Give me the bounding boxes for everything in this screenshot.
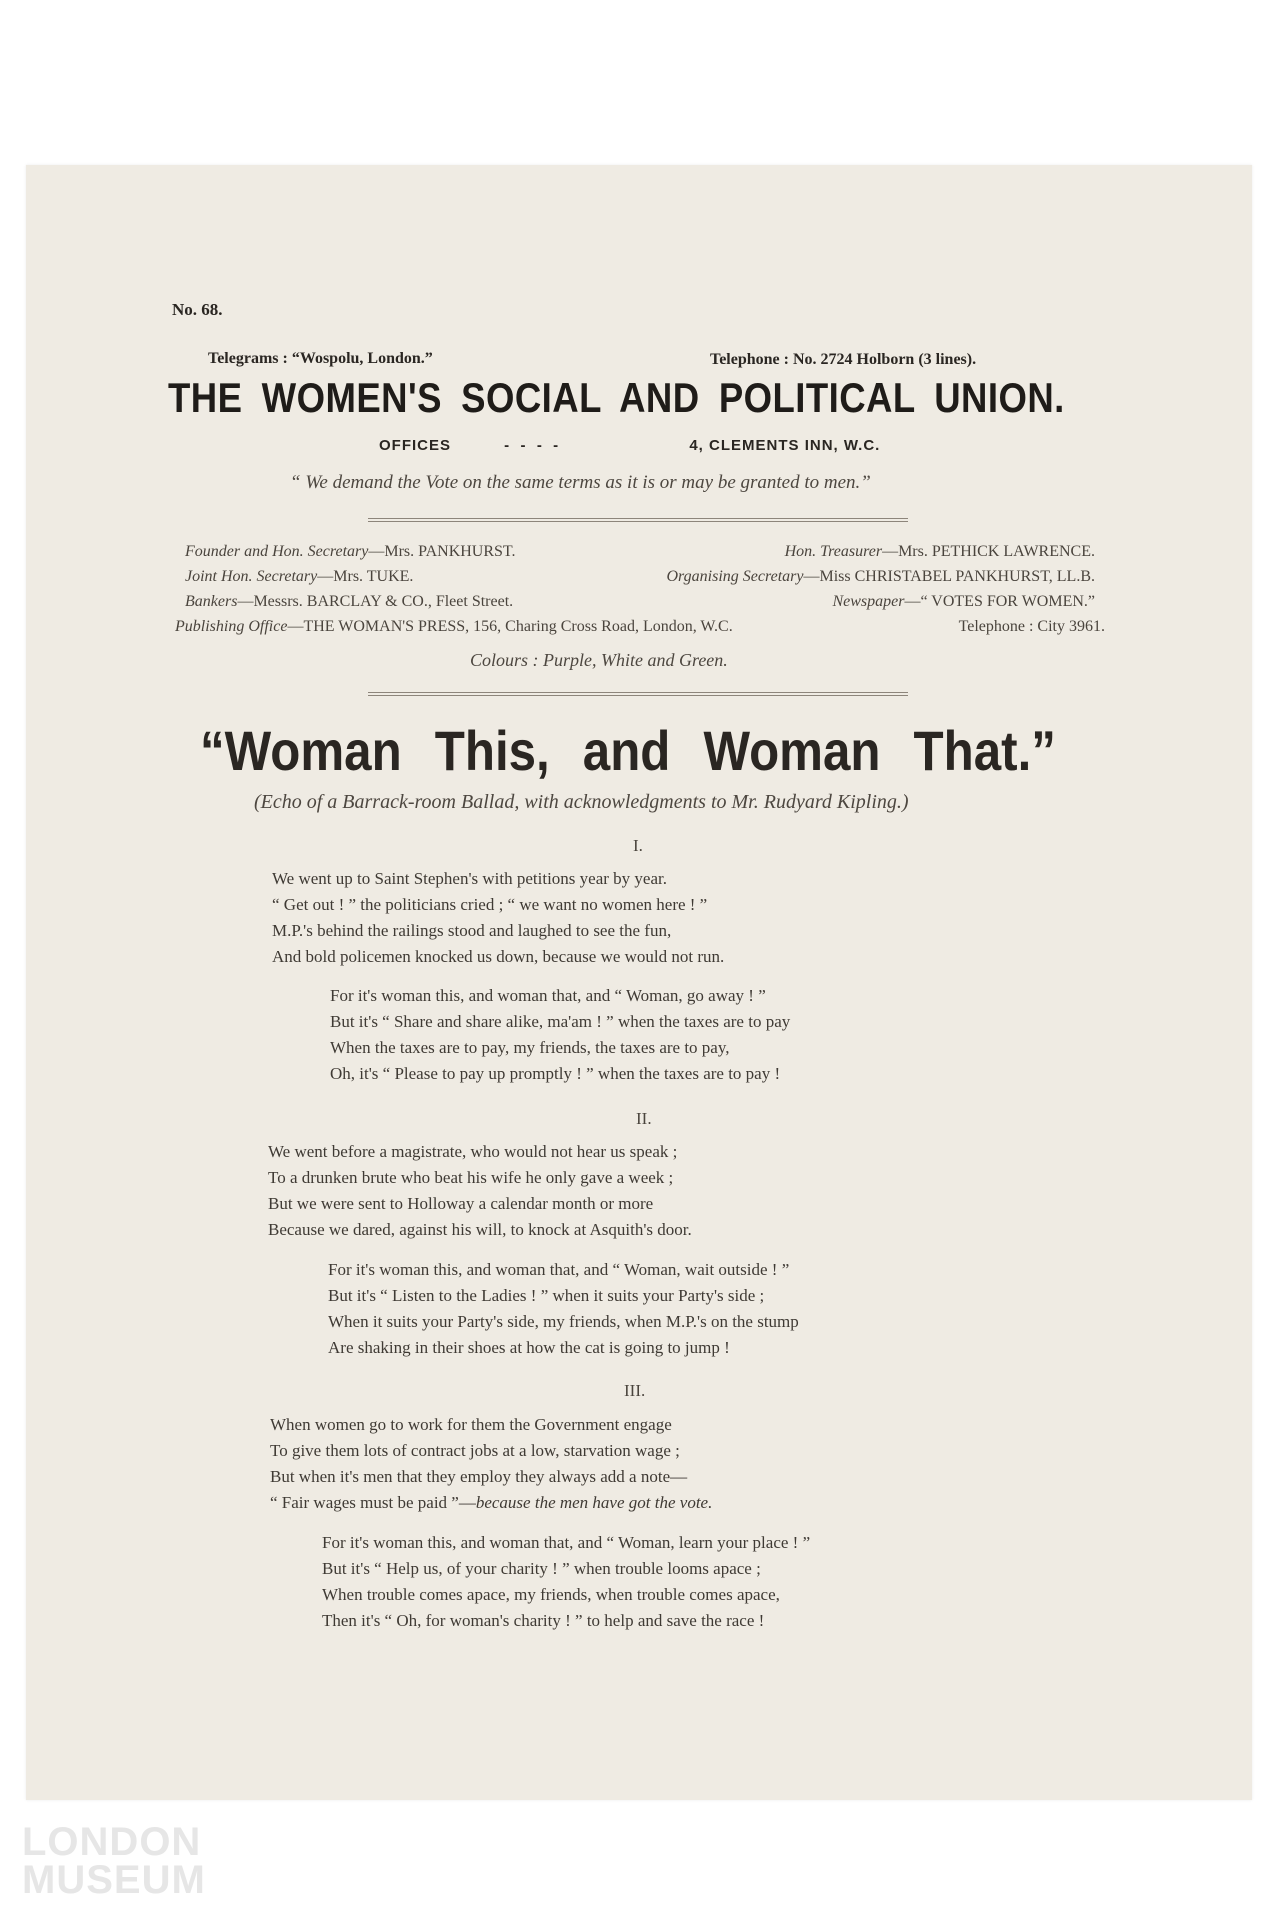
chorus-line: But it's “ Share and share alike, ma'am ! ” when the taxes are to pay — [330, 1012, 791, 1031]
chorus-line: For it's woman this, and woman that, and “ Woman, wait outside ! ” — [328, 1260, 790, 1279]
museum-watermark — [22, 1820, 206, 1902]
verse-line: M.P.'s behind the railings stood and laughed to see the fun, — [272, 921, 672, 940]
chorus-line: But it's “ Listen to the Ladies ! ” when it suits your Party's side ; — [328, 1286, 765, 1305]
stanza-chorus — [322, 1530, 810, 1634]
offices-label: OFFICES — [379, 437, 452, 454]
chorus-line: Oh, it's “ Please to pay up promptly ! ” when the taxes are to pay ! — [330, 1064, 781, 1083]
verse-line: But when it's men that they employ they always add a note— — [270, 1467, 688, 1486]
telephone-line: Telephone : No. 2724 Holborn (3 lines). — [710, 351, 977, 368]
colours-line: Colours : Purple, White and Green. — [470, 650, 728, 670]
chorus-line: When the taxes are to pay, my friends, the taxes are to pay, — [330, 1038, 730, 1057]
publishing-row — [175, 614, 1105, 639]
offices-dashes: - - - - — [504, 437, 560, 454]
officer-entry: Bankers—Messrs. BARCLAY & CO., Fleet Street. — [185, 593, 514, 610]
watermark-line: LONDON — [22, 1820, 202, 1864]
verse-line: When women go to work for them the Government engage — [270, 1415, 672, 1434]
chorus-line: When trouble comes apace, my friends, when trouble comes apace, — [322, 1585, 780, 1604]
divider-top — [368, 518, 908, 522]
stanza-numeral: III. — [624, 1381, 646, 1400]
stanza-verse — [270, 1412, 712, 1516]
officers-row — [185, 589, 1095, 614]
chorus-line: For it's woman this, and woman that, and “ Woman, learn your place ! ” — [322, 1533, 811, 1552]
publishing-telephone: Telephone : City 3961. — [958, 618, 1105, 635]
verse-line: Because we dared, against his will, to knock at Asquith's door. — [268, 1220, 692, 1239]
chorus-line: Then it's “ Oh, for woman's charity ! ” to help and save the race ! — [322, 1611, 765, 1630]
offices-address: 4, CLEMENTS INN, W.C. — [689, 437, 881, 454]
stanza-numeral: II. — [636, 1109, 652, 1128]
verse-line: And bold policemen knocked us down, because we would not run. — [272, 947, 725, 966]
officers-row — [185, 539, 1095, 564]
officer-entry: Founder and Hon. Secretary—Mrs. PANKHURST. — [185, 543, 516, 560]
stanza-chorus — [328, 1257, 799, 1361]
chorus-line: For it's woman this, and woman that, and “ Woman, go away ! ” — [330, 986, 766, 1005]
stanza-numeral: I. — [633, 836, 643, 855]
officer-entry: Joint Hon. Secretary—Mrs. TUKE. — [185, 568, 414, 585]
verse-line: But we were sent to Holloway a calendar month or more — [268, 1194, 654, 1213]
stanza-verse — [268, 1139, 692, 1243]
officers-row — [185, 564, 1095, 589]
chorus-line: Are shaking in their shoes at how the cat is going to jump ! — [328, 1338, 730, 1357]
officer-entry: Newspaper—“ VOTES FOR WOMEN.” — [832, 593, 1095, 610]
officers-list — [175, 539, 1105, 639]
chorus-line: But it's “ Help us, of your charity ! ” when trouble looms apace ; — [322, 1559, 761, 1578]
chorus-line: When it suits your Party's side, my friends, when M.P.'s on the stump — [328, 1312, 799, 1331]
officer-entry: Hon. Treasurer—Mrs. PETHICK LAWRENCE. — [784, 543, 1095, 560]
verse-line: To a drunken brute who beat his wife he only gave a week ; — [268, 1168, 674, 1187]
verse-line: We went up to Saint Stephen's with petitions year by year. — [272, 869, 667, 888]
verse-line: “ Get out ! ” the politicians cried ; “ we want no women here ! ” — [272, 895, 708, 914]
verse-line-italic: because the men have got the vote. — [475, 1493, 713, 1512]
subtitle: (Echo of a Barrack-room Ballad, with acknowledgments to Mr. Rudyard Kipling.) — [254, 791, 909, 813]
verse-line: We went before a magistrate, who would not hear us speak ; — [268, 1142, 678, 1161]
stanza-chorus — [330, 983, 790, 1087]
telegrams-line: Telegrams : “Wospolu, London.” — [208, 350, 433, 367]
divider-bottom — [368, 692, 908, 696]
leaflet-number: No. 68. — [172, 300, 223, 319]
verse-line: To give them lots of contract jobs at a low, starvation wage ; — [270, 1441, 680, 1460]
publishing-office: Publishing Office—THE WOMAN'S PRESS, 156, Charing Cross Road, London, W.C. — [175, 618, 733, 635]
officer-entry: Organising Secretary—Miss CHRISTABEL PANKHURST, LL.B. — [666, 568, 1095, 585]
motto: “ We demand the Vote on the same terms as it is or may be granted to men.” — [290, 472, 871, 493]
stanza-verse — [272, 866, 724, 970]
watermark-line: MUSEUM — [22, 1858, 206, 1902]
offices-row — [379, 437, 880, 454]
verse-line-plain: “ Fair wages must be paid ”— — [270, 1493, 476, 1512]
organisation-title: THE WOMEN'S SOCIAL AND POLITICAL UNION. — [168, 374, 1065, 421]
headline: “Woman This, and Woman That.” — [200, 719, 1056, 782]
verse-line — [270, 1490, 712, 1516]
